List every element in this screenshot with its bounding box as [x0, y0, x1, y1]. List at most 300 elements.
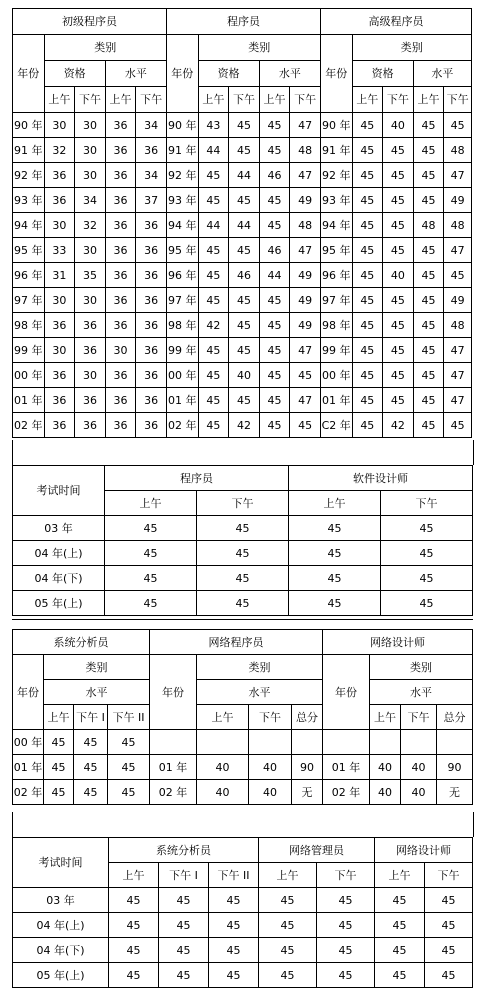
score-cell: 45: [352, 113, 383, 138]
table-row: [13, 913, 473, 938]
score-cell: 45: [198, 413, 229, 438]
score-cell: 90: [437, 755, 473, 780]
score-cell: 45: [413, 413, 444, 438]
score-cell: 45: [352, 338, 383, 363]
score-cell: 45: [413, 238, 444, 263]
table-row: [13, 113, 472, 138]
score-cell: 36: [105, 363, 136, 388]
am-header: 上午: [370, 705, 401, 730]
table-row: [13, 780, 473, 805]
score-cell: 36: [105, 213, 136, 238]
exam-time-cell: 03 年: [13, 516, 105, 541]
year-cell: 95 年: [320, 238, 352, 263]
year-cell: 00 年: [320, 363, 352, 388]
score-cell: 40: [370, 755, 401, 780]
score-cell: 45: [425, 913, 473, 938]
year-header: 年份: [13, 655, 44, 730]
score-cell: 49: [290, 313, 321, 338]
pm-header: 下午: [249, 705, 292, 730]
level-header: 水平: [259, 61, 320, 87]
score-cell: 45: [198, 238, 229, 263]
score-cell: 30: [44, 213, 75, 238]
score-cell: 45: [259, 363, 290, 388]
table-row: [13, 591, 473, 616]
score-cell: 45: [229, 238, 260, 263]
score-cell: 45: [317, 888, 375, 913]
score-cell: 45: [413, 288, 444, 313]
year-header: 年份: [323, 655, 370, 730]
score-cell: 45: [259, 313, 290, 338]
score-cell: 32: [44, 138, 75, 163]
table-row: [13, 138, 472, 163]
score-cell: 45: [383, 238, 414, 263]
score-cell: [292, 730, 323, 755]
score-cell: 44: [198, 213, 229, 238]
score-cell: 44: [259, 263, 290, 288]
am-header: 上午: [105, 491, 197, 516]
year-cell: 91 年: [166, 138, 198, 163]
group-header-software-designer: 软件设计师: [289, 466, 473, 491]
score-cell: 45: [444, 113, 472, 138]
year-cell: 96 年: [166, 263, 198, 288]
score-cell: 40: [370, 780, 401, 805]
year-cell: 96 年: [320, 263, 352, 288]
score-cell: 45: [105, 566, 197, 591]
pm2-header: 下午 II: [108, 705, 150, 730]
pm-header: 下午: [75, 87, 106, 113]
score-cell: 36: [105, 413, 136, 438]
level-header: 水平: [197, 680, 323, 705]
total-header: 总分: [292, 705, 323, 730]
score-cell: 45: [352, 263, 383, 288]
exam-time-cell: 05 年(上): [13, 591, 105, 616]
score-cell: 30: [75, 113, 106, 138]
score-cell: 45: [159, 938, 209, 963]
score-cell: 30: [75, 163, 106, 188]
table-row: [13, 566, 473, 591]
year-cell: 92 年: [166, 163, 198, 188]
group-header-system-analyst: 系统分析员: [109, 838, 259, 863]
group-header-network-designer: 网络设计师: [323, 630, 473, 655]
pm-header: 下午: [444, 87, 472, 113]
score-cell: 45: [109, 938, 159, 963]
score-cell: 30: [44, 288, 75, 313]
year-cell: 90 年: [13, 113, 45, 138]
score-cell: 36: [136, 263, 167, 288]
score-cell: 47: [290, 113, 321, 138]
score-cell: 49: [444, 288, 472, 313]
group-header-senior-programmer: 高级程序员: [320, 9, 471, 35]
score-cell: 45: [209, 938, 259, 963]
score-cell: 45: [413, 363, 444, 388]
score-cell: 45: [209, 913, 259, 938]
table-row: [13, 363, 472, 388]
score-cell: 31: [44, 263, 75, 288]
section-divider: [12, 619, 473, 620]
category-header: 类别: [44, 35, 166, 61]
score-cell: 45: [105, 541, 197, 566]
score-cell: 45: [413, 138, 444, 163]
year-cell: 00 年: [13, 363, 45, 388]
table-row: [13, 730, 473, 755]
score-cell: 43: [198, 113, 229, 138]
qualification-header: 资格: [44, 61, 105, 87]
score-cell: 45: [197, 541, 289, 566]
score-cell: 40: [197, 755, 249, 780]
table-row: [13, 188, 472, 213]
year-cell: 01 年: [150, 755, 197, 780]
score-cell: 47: [444, 363, 472, 388]
score-cell: 47: [290, 238, 321, 263]
score-cell: 36: [44, 388, 75, 413]
score-cell: 45: [44, 755, 74, 780]
table-row: [13, 541, 473, 566]
score-cell: 36: [75, 338, 106, 363]
score-cell: 36: [136, 338, 167, 363]
exam-time-header: 考试时间: [13, 466, 105, 516]
group-header-network-admin: 网络管理员: [259, 838, 375, 863]
score-cell: 45: [108, 730, 150, 755]
year-cell: 01 年: [13, 388, 45, 413]
year-cell: 90 年: [320, 113, 352, 138]
score-cell: 45: [74, 730, 108, 755]
year-cell: 93 年: [320, 188, 352, 213]
pm-header: 下午: [381, 491, 473, 516]
score-cell: [370, 730, 401, 755]
score-cell: [197, 730, 249, 755]
score-cell: 45: [159, 888, 209, 913]
score-cell: 45: [259, 963, 317, 988]
score-cell: 45: [74, 780, 108, 805]
score-cell: 45: [229, 313, 260, 338]
pm-header: 下午: [290, 87, 321, 113]
score-cell: 45: [375, 888, 425, 913]
am-header: 上午: [259, 863, 317, 888]
year-cell: 01 年: [13, 755, 44, 780]
exam-time-cell: 04 年(下): [13, 938, 109, 963]
year-cell: 92 年: [13, 163, 45, 188]
year-cell: 01 年: [166, 388, 198, 413]
table-row: [13, 413, 472, 438]
score-cell: 45: [259, 338, 290, 363]
score-cell: 47: [444, 338, 472, 363]
year-cell: 93 年: [13, 188, 45, 213]
score-cell: 46: [259, 163, 290, 188]
year-cell: 95 年: [13, 238, 45, 263]
score-cell: 45: [108, 780, 150, 805]
score-cell: 45: [198, 388, 229, 413]
score-cell: 37: [136, 188, 167, 213]
year-cell: 91 年: [320, 138, 352, 163]
score-cell: 30: [44, 338, 75, 363]
score-cell: 无: [437, 780, 473, 805]
score-cell: 45: [352, 238, 383, 263]
score-cell: 30: [75, 138, 106, 163]
spacer: [12, 440, 474, 465]
year-cell: 97 年: [166, 288, 198, 313]
score-cell: 36: [44, 163, 75, 188]
category-header: 类别: [44, 655, 150, 680]
score-cell: 45: [413, 113, 444, 138]
score-cell: 47: [444, 388, 472, 413]
score-cell: 45: [375, 913, 425, 938]
table-row: [13, 263, 472, 288]
score-cell: 44: [229, 163, 260, 188]
pm-header: 下午: [197, 491, 289, 516]
score-cell: 45: [383, 338, 414, 363]
score-cell: 45: [229, 338, 260, 363]
score-cell: 45: [197, 566, 289, 591]
score-cell: 45: [413, 263, 444, 288]
year-cell: 90 年: [166, 113, 198, 138]
score-cell: 48: [413, 213, 444, 238]
score-cell: 36: [105, 313, 136, 338]
score-cell: 36: [105, 188, 136, 213]
table-row: [13, 238, 472, 263]
score-cell: 45: [413, 188, 444, 213]
score-cell: 45: [425, 963, 473, 988]
score-cell: 32: [75, 213, 106, 238]
score-cell: 44: [229, 213, 260, 238]
score-cell: 36: [105, 388, 136, 413]
score-cell: 45: [259, 938, 317, 963]
level-header: 水平: [413, 61, 471, 87]
am-header: 上午: [105, 87, 136, 113]
score-cell: 36: [136, 238, 167, 263]
score-cell: 45: [44, 780, 74, 805]
year-cell: 01 年: [320, 388, 352, 413]
score-cell: 46: [259, 238, 290, 263]
score-cell: 40: [197, 780, 249, 805]
score-cell: 45: [317, 913, 375, 938]
score-cell: 47: [444, 238, 472, 263]
year-cell: 97 年: [13, 288, 45, 313]
table-row: [13, 516, 473, 541]
am-header: 上午: [375, 863, 425, 888]
year-cell: 01 年: [323, 755, 370, 780]
table-row: [13, 388, 472, 413]
score-cell: 45: [198, 163, 229, 188]
level-header: 水平: [105, 61, 166, 87]
score-cell: 45: [209, 963, 259, 988]
score-cell: 36: [105, 238, 136, 263]
score-cell: 45: [381, 591, 473, 616]
score-cell: 45: [375, 938, 425, 963]
score-cell: 45: [381, 541, 473, 566]
score-cell: 36: [75, 313, 106, 338]
score-cell: 36: [44, 313, 75, 338]
score-cell: 45: [198, 288, 229, 313]
score-cell: 33: [44, 238, 75, 263]
group-header-network-programmer: 网络程序员: [150, 630, 323, 655]
year-header: 年份: [13, 35, 45, 113]
score-cell: 45: [413, 338, 444, 363]
score-cell: 45: [413, 388, 444, 413]
year-cell: 94 年: [320, 213, 352, 238]
score-cell: 45: [109, 963, 159, 988]
score-cell: 40: [229, 363, 260, 388]
score-cell: 45: [383, 213, 414, 238]
score-cell: 48: [290, 138, 321, 163]
year-cell: [150, 730, 197, 755]
score-table-analyst-network-2003: [12, 837, 473, 988]
score-cell: 45: [44, 730, 74, 755]
score-cell: 45: [352, 163, 383, 188]
score-cell: 49: [290, 288, 321, 313]
score-cell: 45: [197, 591, 289, 616]
score-table-programmers: [12, 8, 472, 438]
score-cell: 45: [289, 516, 381, 541]
group-header-network-designer: 网络设计师: [375, 838, 473, 863]
score-cell: 45: [383, 188, 414, 213]
score-cell: 40: [401, 755, 437, 780]
year-cell: 02 年: [13, 780, 44, 805]
year-cell: 98 年: [320, 313, 352, 338]
score-cell: 47: [290, 388, 321, 413]
score-cell: 45: [259, 388, 290, 413]
score-cell: 45: [289, 591, 381, 616]
score-cell: 45: [108, 755, 150, 780]
score-cell: 47: [290, 163, 321, 188]
score-cell: 36: [75, 413, 106, 438]
table-row: [13, 888, 473, 913]
group-header-programmer: 程序员: [166, 9, 320, 35]
score-cell: 36: [105, 263, 136, 288]
spacer: [12, 812, 474, 837]
score-cell: 36: [75, 388, 106, 413]
score-cell: 30: [75, 288, 106, 313]
score-cell: 45: [229, 138, 260, 163]
score-cell: 45: [352, 288, 383, 313]
score-cell: 无: [292, 780, 323, 805]
score-cell: 45: [352, 363, 383, 388]
score-cell: 45: [352, 413, 383, 438]
score-cell: 36: [105, 288, 136, 313]
score-cell: 45: [198, 263, 229, 288]
score-cell: 90: [292, 755, 323, 780]
am-header: 上午: [352, 87, 383, 113]
score-cell: 42: [229, 413, 260, 438]
score-cell: 45: [259, 188, 290, 213]
score-cell: 45: [159, 913, 209, 938]
group-header-programmer: 程序员: [105, 466, 289, 491]
exam-time-cell: 03 年: [13, 888, 109, 913]
score-cell: 45: [290, 363, 321, 388]
category-header: 类别: [197, 655, 323, 680]
score-table-analyst-network: [12, 629, 473, 805]
score-cell: 36: [136, 413, 167, 438]
table-row: [13, 338, 472, 363]
score-cell: 36: [105, 138, 136, 163]
score-cell: 45: [259, 888, 317, 913]
score-cell: 47: [290, 338, 321, 363]
score-cell: 45: [413, 163, 444, 188]
table-row: [13, 288, 472, 313]
year-cell: 98 年: [166, 313, 198, 338]
score-cell: 42: [198, 313, 229, 338]
score-cell: 45: [209, 888, 259, 913]
table-row: [13, 313, 472, 338]
year-cell: 00 年: [166, 363, 198, 388]
score-cell: 45: [259, 288, 290, 313]
score-cell: 30: [75, 363, 106, 388]
score-cell: 45: [352, 188, 383, 213]
score-cell: 45: [105, 516, 197, 541]
am-header: 上午: [197, 705, 249, 730]
score-cell: 30: [44, 113, 75, 138]
score-cell: 36: [136, 363, 167, 388]
score-cell: [437, 730, 473, 755]
score-cell: 36: [44, 413, 75, 438]
category-header: 类别: [198, 35, 320, 61]
score-cell: 36: [105, 113, 136, 138]
year-cell: 99 年: [166, 338, 198, 363]
score-cell: 45: [229, 388, 260, 413]
score-cell: 45: [198, 363, 229, 388]
year-cell: 94 年: [166, 213, 198, 238]
score-cell: 49: [290, 263, 321, 288]
year-cell: 00 年: [13, 730, 44, 755]
table-row: [13, 963, 473, 988]
score-cell: 36: [136, 138, 167, 163]
score-cell: 45: [383, 388, 414, 413]
score-cell: 40: [383, 263, 414, 288]
score-cell: 45: [352, 313, 383, 338]
score-cell: 34: [136, 113, 167, 138]
year-cell: 02 年: [13, 413, 45, 438]
score-cell: 45: [229, 288, 260, 313]
score-cell: 48: [444, 213, 472, 238]
score-cell: 45: [413, 313, 444, 338]
am-header: 上午: [44, 705, 74, 730]
am-header: 上午: [109, 863, 159, 888]
score-cell: 45: [352, 213, 383, 238]
year-cell: 98 年: [13, 313, 45, 338]
score-cell: 45: [289, 541, 381, 566]
year-header: 年份: [320, 35, 352, 113]
score-cell: 45: [352, 388, 383, 413]
score-cell: 45: [109, 888, 159, 913]
year-cell: 99 年: [320, 338, 352, 363]
year-cell: 93 年: [166, 188, 198, 213]
level-header: 水平: [44, 680, 150, 705]
category-header: 类别: [370, 655, 473, 680]
score-cell: 36: [136, 313, 167, 338]
score-cell: 45: [198, 188, 229, 213]
total-header: 总分: [437, 705, 473, 730]
exam-time-cell: 04 年(上): [13, 913, 109, 938]
score-cell: 30: [75, 238, 106, 263]
group-header-system-analyst: 系统分析员: [13, 630, 150, 655]
score-cell: 45: [383, 138, 414, 163]
year-header: 年份: [150, 655, 197, 730]
score-cell: 46: [229, 263, 260, 288]
score-cell: 45: [383, 288, 414, 313]
table-row: [13, 213, 472, 238]
am-header: 上午: [198, 87, 229, 113]
score-cell: [249, 730, 292, 755]
score-cell: 40: [401, 780, 437, 805]
score-cell: 45: [259, 138, 290, 163]
year-cell: [323, 730, 370, 755]
score-cell: 40: [249, 780, 292, 805]
exam-time-cell: 04 年(上): [13, 541, 105, 566]
pm1-header: 下午 I: [74, 705, 108, 730]
score-cell: 44: [198, 138, 229, 163]
am-header: 上午: [289, 491, 381, 516]
score-cell: 45: [383, 313, 414, 338]
score-cell: 48: [444, 313, 472, 338]
